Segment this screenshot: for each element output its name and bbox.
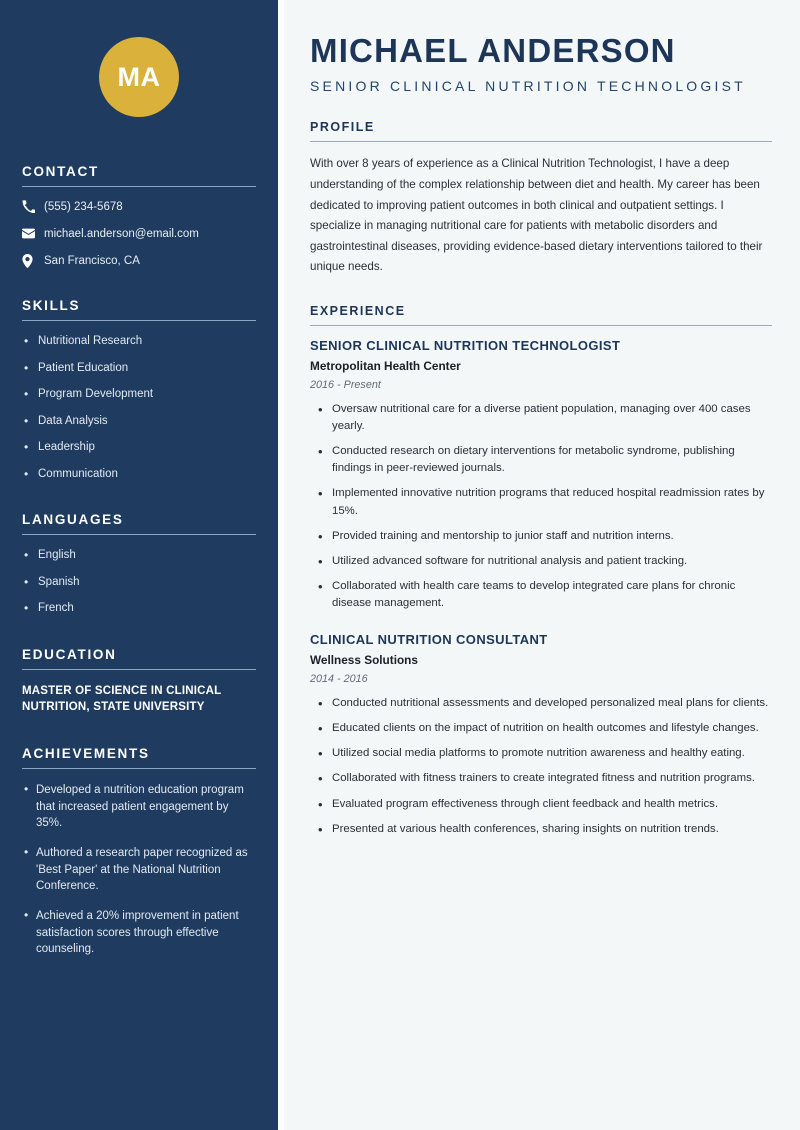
list-item: • Spanish [22, 575, 256, 591]
list-item: • Implemented innovative nutrition programs that reduced hospital readmission rates by 15%. [310, 485, 772, 519]
experience-job-title: SENIOR CLINICAL NUTRITION TECHNOLOGIST [310, 338, 621, 354]
contact-heading: CONTACT [22, 164, 99, 179]
list-item: • French [22, 601, 256, 617]
avatar-container [22, 0, 256, 127]
experience-entry [310, 338, 772, 612]
experience-divider [310, 325, 772, 326]
experience-heading: EXPERIENCE [310, 304, 406, 319]
profile-divider [310, 141, 772, 142]
sidebar-section-achievements [22, 746, 256, 958]
profile-heading: PROFILE [310, 120, 375, 135]
list-item: • Communication [22, 467, 256, 483]
list-item: • Achieved a 20% improvement in patient satisfaction scores through effective counseling. [22, 908, 256, 958]
list-item: • Utilized advanced software for nutritional analysis and patient tracking. [310, 553, 772, 570]
achievements-list [22, 782, 256, 958]
envelope-icon [22, 227, 44, 240]
education-heading: EDUCATION [22, 646, 117, 662]
list-item: • English [22, 548, 256, 564]
education-item: MASTER OF SCIENCE IN CLINICAL NUTRITION, STATE UNIVERSITY [22, 684, 222, 714]
experience-bullet-list [310, 695, 772, 838]
sidebar [0, 0, 278, 1130]
list-item: • Educated clients on the impact of nutrition on health outcomes and lifestyle changes. [310, 720, 772, 737]
list-item: • Nutritional Research [22, 334, 256, 350]
section-profile [310, 120, 772, 278]
list-item: • Program Development [22, 387, 256, 403]
achievements-heading: ACHIEVEMENTS [22, 745, 150, 761]
list-item: • Oversaw nutritional care for a diverse patient population, managing over 400 cases yearly. [310, 401, 772, 435]
list-item: • Data Analysis [22, 414, 256, 430]
main-content [284, 0, 800, 1130]
contact-divider [22, 186, 256, 187]
list-item: • Developed a nutrition education program that increased patient engagement by 35%. [22, 782, 256, 832]
contact-location-value: San Francisco, CA [44, 255, 140, 267]
location-pin-icon [22, 254, 44, 268]
experience-bullet-list [310, 401, 772, 612]
sidebar-section-contact [22, 164, 256, 268]
list-item: • Collaborated with health care teams to develop integrated care plans for chronic disease management. [310, 578, 772, 612]
contact-email-value: michael.anderson@email.com [44, 227, 199, 240]
contact-item-email[interactable] [22, 227, 256, 240]
experience-company: Wellness Solutions [310, 653, 418, 668]
list-item: • Utilized social media platforms to promote nutrition awareness and healthy eating. [310, 745, 772, 762]
languages-divider [22, 534, 256, 535]
list-item: • Evaluated program effectiveness through client feedback and health metrics. [310, 796, 772, 813]
section-experience [310, 304, 772, 838]
achievements-divider [22, 768, 256, 769]
skills-list [22, 334, 256, 482]
list-item: • Authored a research paper recognized as 'Best Paper' at the National Nutrition Conference. [22, 845, 256, 895]
education-divider [22, 669, 256, 670]
experience-dates: 2016 - Present [310, 379, 381, 392]
list-item: • Presented at various health conferences, sharing insights on nutrition trends. [310, 821, 772, 838]
experience-entry [310, 632, 772, 838]
list-item: • Leadership [22, 440, 256, 456]
avatar: MA [99, 37, 179, 117]
experience-job-title: CLINICAL NUTRITION CONSULTANT [310, 632, 548, 648]
contact-phone-value: (555) 234-5678 [44, 200, 123, 213]
languages-list [22, 548, 256, 617]
list-item: • Conducted research on dietary interventions for metabolic syndrome, publishing findings in peer-reviewed journals. [310, 443, 772, 477]
experience-company: Metropolitan Health Center [310, 359, 461, 374]
skills-heading: SKILLS [22, 298, 81, 313]
list-item: • Patient Education [22, 361, 256, 377]
profile-text: With over 8 years of experience as a Clinical Nutrition Technologist, I have a deep understanding of the complex relationship between diet and health. My career has been dedicated to improving patient outcomes in both clinical and outpatient settings. I specialize in managing nutritional care for patients with metabolic disorders and gastrointestinal diseases, providing evidence-based dietary interventions tailored to their unique needs. [310, 157, 763, 274]
phone-icon [22, 200, 44, 213]
contact-item-location[interactable] [22, 254, 256, 268]
skills-divider [22, 320, 256, 321]
contact-item-phone[interactable] [22, 200, 256, 213]
list-item: • Provided training and mentorship to junior staff and nutrition interns. [310, 528, 772, 545]
page-title: MICHAEL ANDERSON [310, 32, 676, 69]
sidebar-section-languages [22, 512, 256, 617]
sidebar-section-education [22, 647, 256, 716]
experience-dates: 2014 - 2016 [310, 673, 368, 686]
sidebar-section-skills [22, 298, 256, 482]
job-role-subtitle: SENIOR CLINICAL NUTRITION TECHNOLOGIST [310, 78, 746, 95]
languages-heading: LANGUAGES [22, 512, 124, 528]
list-item: • Collaborated with fitness trainers to create integrated fitness and nutrition programs. [310, 770, 772, 787]
list-item: • Conducted nutritional assessments and developed personalized meal plans for clients. [310, 695, 772, 712]
